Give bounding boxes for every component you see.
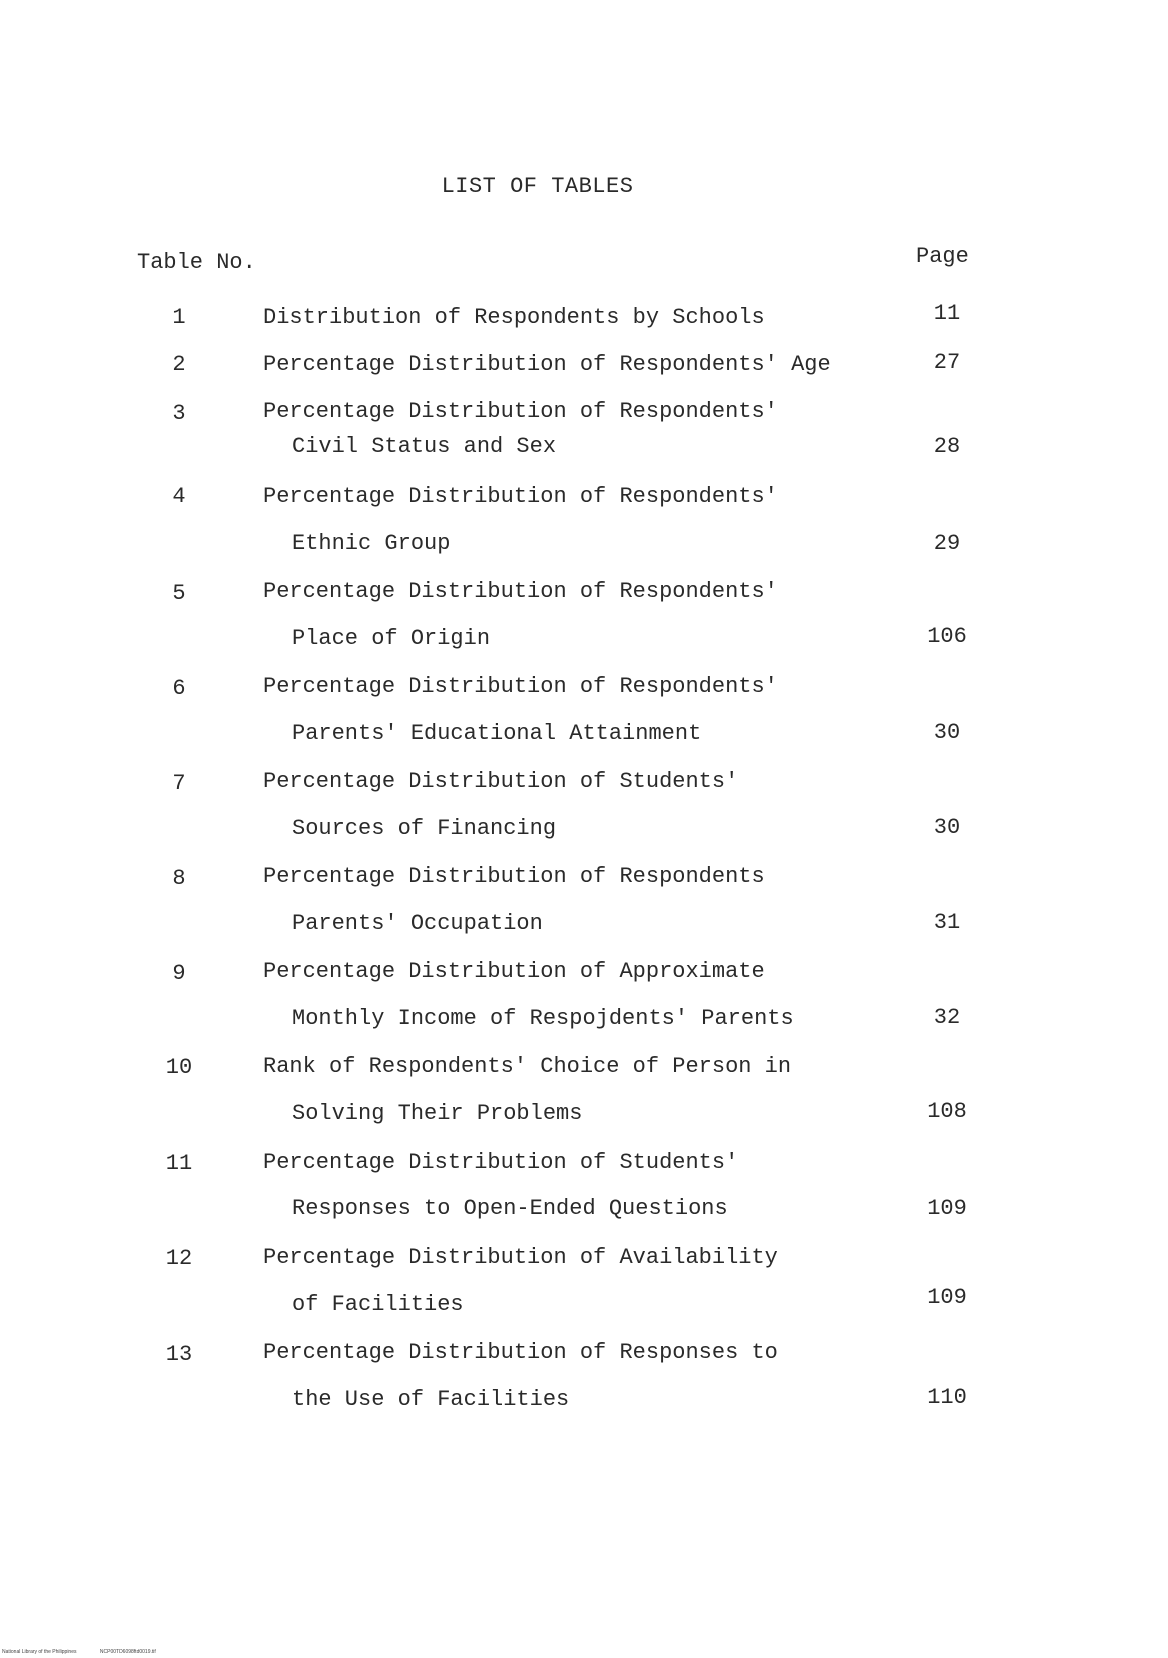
- table-caption: Distribution of Respondents by Schools: [263, 305, 765, 330]
- table-caption: Percentage Distribution of Respondents': [263, 579, 778, 604]
- table-page: 106: [927, 624, 967, 649]
- table-page: 11: [933, 301, 961, 326]
- table-number: 10: [165, 1055, 193, 1080]
- footer-filename: NCP00TD6098ftd0019.tif: [99, 1649, 156, 1655]
- column-header-table-no: Table No.: [137, 250, 256, 275]
- table-number: 6: [172, 676, 186, 701]
- table-caption-continued: Solving Their Problems: [292, 1101, 583, 1126]
- table-number: 7: [172, 771, 186, 796]
- table-caption: Percentage Distribution of Availability: [263, 1245, 778, 1270]
- table-page: 32: [933, 1005, 961, 1030]
- table-caption-continued: Parents' Educational Attainment: [292, 721, 702, 746]
- table-caption: Percentage Distribution of Respondents: [263, 864, 765, 889]
- scan-footer: [2, 1649, 178, 1655]
- table-caption: Percentage Distribution of Respondents': [263, 399, 778, 424]
- footer-library: National Library of the Philippines: [2, 1649, 77, 1655]
- table-number: 12: [165, 1246, 193, 1271]
- table-caption-continued: Sources of Financing: [292, 816, 557, 841]
- table-page: 29: [933, 531, 961, 556]
- table-number: 8: [172, 866, 186, 891]
- table-caption-continued: Ethnic Group: [292, 531, 451, 556]
- table-caption: Rank of Respondents' Choice of Person in: [263, 1054, 792, 1079]
- table-caption: Percentage Distribution of Students': [263, 1150, 739, 1175]
- table-number: 4: [172, 484, 186, 509]
- table-number: 3: [172, 401, 186, 426]
- table-page: 28: [933, 434, 961, 459]
- table-caption-continued: the Use of Facilities: [292, 1387, 570, 1412]
- table-caption-continued: Parents' Occupation: [292, 911, 543, 936]
- table-caption: Percentage Distribution of Students': [263, 769, 739, 794]
- column-header-page: Page: [916, 244, 969, 269]
- table-page: 27: [933, 350, 961, 375]
- table-caption: Percentage Distribution of Respondents': [263, 674, 778, 699]
- table-page: 30: [933, 720, 961, 745]
- table-page: 30: [933, 815, 961, 840]
- table-number: 13: [165, 1342, 193, 1367]
- table-page: 109: [927, 1285, 967, 1310]
- table-number: 2: [172, 352, 186, 377]
- table-caption: Percentage Distribution of Approximate: [263, 959, 765, 984]
- table-caption-continued: Responses to Open-Ended Questions: [292, 1196, 728, 1221]
- table-caption-continued: Monthly Income of Respojdents' Parents: [292, 1006, 794, 1031]
- table-page: 109: [927, 1196, 967, 1221]
- table-caption-continued: Civil Status and Sex: [292, 434, 557, 459]
- table-caption-continued: of Facilities: [292, 1292, 464, 1317]
- table-caption-continued: Place of Origin: [292, 626, 491, 651]
- page-title: LIST OF TABLES: [441, 174, 634, 199]
- table-caption: Percentage Distribution of Respondents' Age: [263, 352, 831, 377]
- table-number: 1: [172, 305, 186, 330]
- table-page: 31: [933, 910, 961, 935]
- table-number: 5: [172, 581, 186, 606]
- table-caption: Percentage Distribution of Responses to: [263, 1340, 778, 1365]
- table-number: 9: [172, 961, 186, 986]
- table-caption: Percentage Distribution of Respondents': [263, 484, 778, 509]
- table-number: 11: [165, 1151, 193, 1176]
- table-page: 108: [927, 1099, 967, 1124]
- table-page: 110: [927, 1385, 967, 1410]
